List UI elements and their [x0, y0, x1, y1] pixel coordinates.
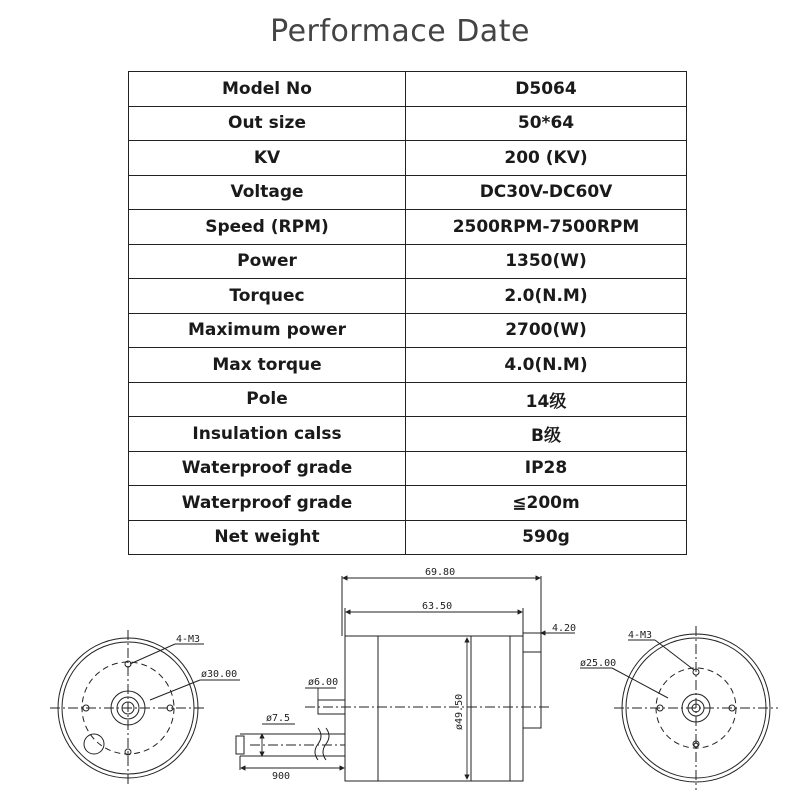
right-pcd-label: ø25.00 — [580, 658, 617, 669]
spec-label: Max torque — [129, 348, 406, 383]
spec-value: ≦200m — [406, 486, 687, 521]
spec-label: Power — [129, 244, 406, 279]
spec-label: Speed (RPM) — [129, 210, 406, 245]
dim-total-length: 69.80 — [425, 567, 456, 578]
dim-shaft: ø6.00 — [308, 677, 339, 688]
spec-row — [129, 348, 687, 383]
dim-body-length: 63.50 — [422, 601, 453, 612]
right-end-view — [580, 626, 778, 790]
spec-label: Waterproof grade — [129, 451, 406, 486]
spec-value: 2700(W) — [406, 313, 687, 348]
spec-label: Net weight — [129, 520, 406, 555]
spec-row — [129, 72, 687, 107]
spec-row — [129, 210, 687, 245]
dim-diameter: ø49.50 — [454, 693, 465, 730]
spec-row — [129, 106, 687, 141]
spec-value: 2500RPM-7500RPM — [406, 210, 687, 245]
spec-value: 14级 — [406, 382, 687, 417]
side-view-dimensions — [241, 578, 575, 779]
spec-row — [129, 175, 687, 210]
spec-value: 1350(W) — [406, 244, 687, 279]
spec-label: Maximum power — [129, 313, 406, 348]
spec-value: 4.0(N.M) — [406, 348, 687, 383]
spec-value: D5064 — [406, 72, 687, 107]
spec-value: 50*64 — [406, 106, 687, 141]
dim-cable: ø7.5 — [266, 713, 291, 724]
spec-row — [129, 382, 687, 417]
spec-label: Torquec — [129, 279, 406, 314]
spec-value: B级 — [406, 417, 687, 452]
spec-row — [129, 486, 687, 521]
spec-row — [129, 451, 687, 486]
right-holes-label: 4-M3 — [628, 630, 653, 641]
page-title: Performace Date — [270, 14, 530, 49]
motor-technical-drawing — [0, 555, 800, 800]
dim-flange: 4.20 — [552, 623, 577, 634]
spec-value: 200 (KV) — [406, 141, 687, 176]
spec-row — [129, 141, 687, 176]
spec-row — [129, 279, 687, 314]
spec-label: KV — [129, 141, 406, 176]
spec-row — [129, 417, 687, 452]
spec-value: DC30V-DC60V — [406, 175, 687, 210]
spec-label: Insulation calss — [129, 417, 406, 452]
spec-label: Voltage — [129, 175, 406, 210]
spec-label: Out size — [129, 106, 406, 141]
left-pcd-label: ø30.00 — [201, 669, 238, 680]
spec-table — [128, 71, 687, 555]
spec-row — [129, 244, 687, 279]
spec-label: Pole — [129, 382, 406, 417]
spec-label: Waterproof grade — [129, 486, 406, 521]
spec-row — [129, 313, 687, 348]
dim-cable-length: 900 — [272, 771, 291, 782]
spec-value: IP28 — [406, 451, 687, 486]
left-end-view — [50, 630, 240, 786]
spec-label: Model No — [129, 72, 406, 107]
spec-value: 590g — [406, 520, 687, 555]
spec-row — [129, 520, 687, 555]
side-view — [236, 576, 550, 781]
left-holes-label: 4-M3 — [176, 634, 201, 645]
spec-value: 2.0(N.M) — [406, 279, 687, 314]
